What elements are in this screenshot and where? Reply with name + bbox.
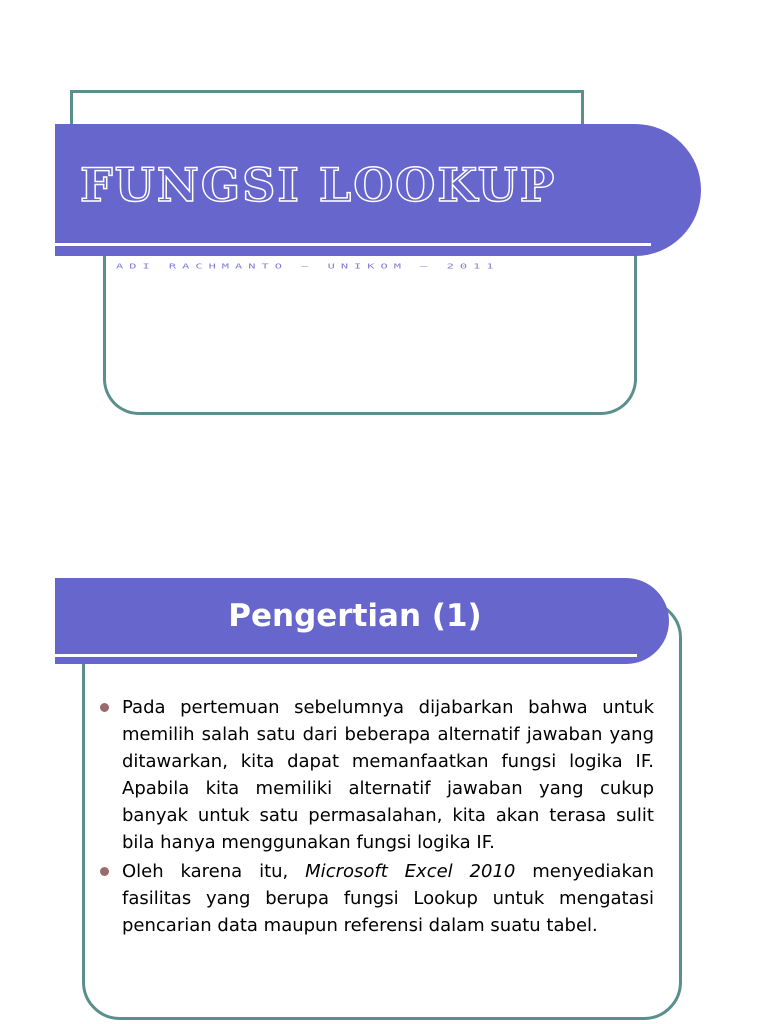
bullet-text-tail: menyediakan fasilitas yang berupa fungsi Lookup untuk mengatasi pencarian data maupun referensi dalam suatu tabel. xyxy=(122,861,654,936)
bullet-text-lead: Oleh karena itu, xyxy=(122,861,306,882)
bullet-dot-icon xyxy=(100,703,109,712)
slide-title: FUNGSI LOOKUP xyxy=(80,158,557,212)
title-slide xyxy=(0,0,768,480)
bullet-text: Pada pertemuan sebelumnya dijabarkan bahwa untuk memilih salah satu dari beberapa alternatif jawaban yang ditawarkan, kita dapat memanfaatkan fungsi logika IF. Apabila kita memiliki alternatif jawaban yang cukup banyak untuk satu permasalahan, kita akan terasa sulit bila hanya menggunakan fungsi logika IF. xyxy=(122,697,654,853)
content-banner-underline xyxy=(55,654,637,657)
content-slide xyxy=(0,540,768,1024)
bullet-item xyxy=(96,858,654,939)
title-slide-bottom-frame xyxy=(103,245,637,415)
bullet-dot-icon xyxy=(100,867,109,876)
title-banner-underline xyxy=(55,243,651,246)
bullet-list xyxy=(96,694,654,941)
content-title: Pengertian (1) xyxy=(228,598,482,634)
slide-subtitle: ADI RACHMANTO – UNIKOM – 2011 xyxy=(116,262,500,271)
bullet-text-emphasis: Microsoft Excel 2010 xyxy=(305,861,516,882)
bullet-item xyxy=(96,694,654,856)
